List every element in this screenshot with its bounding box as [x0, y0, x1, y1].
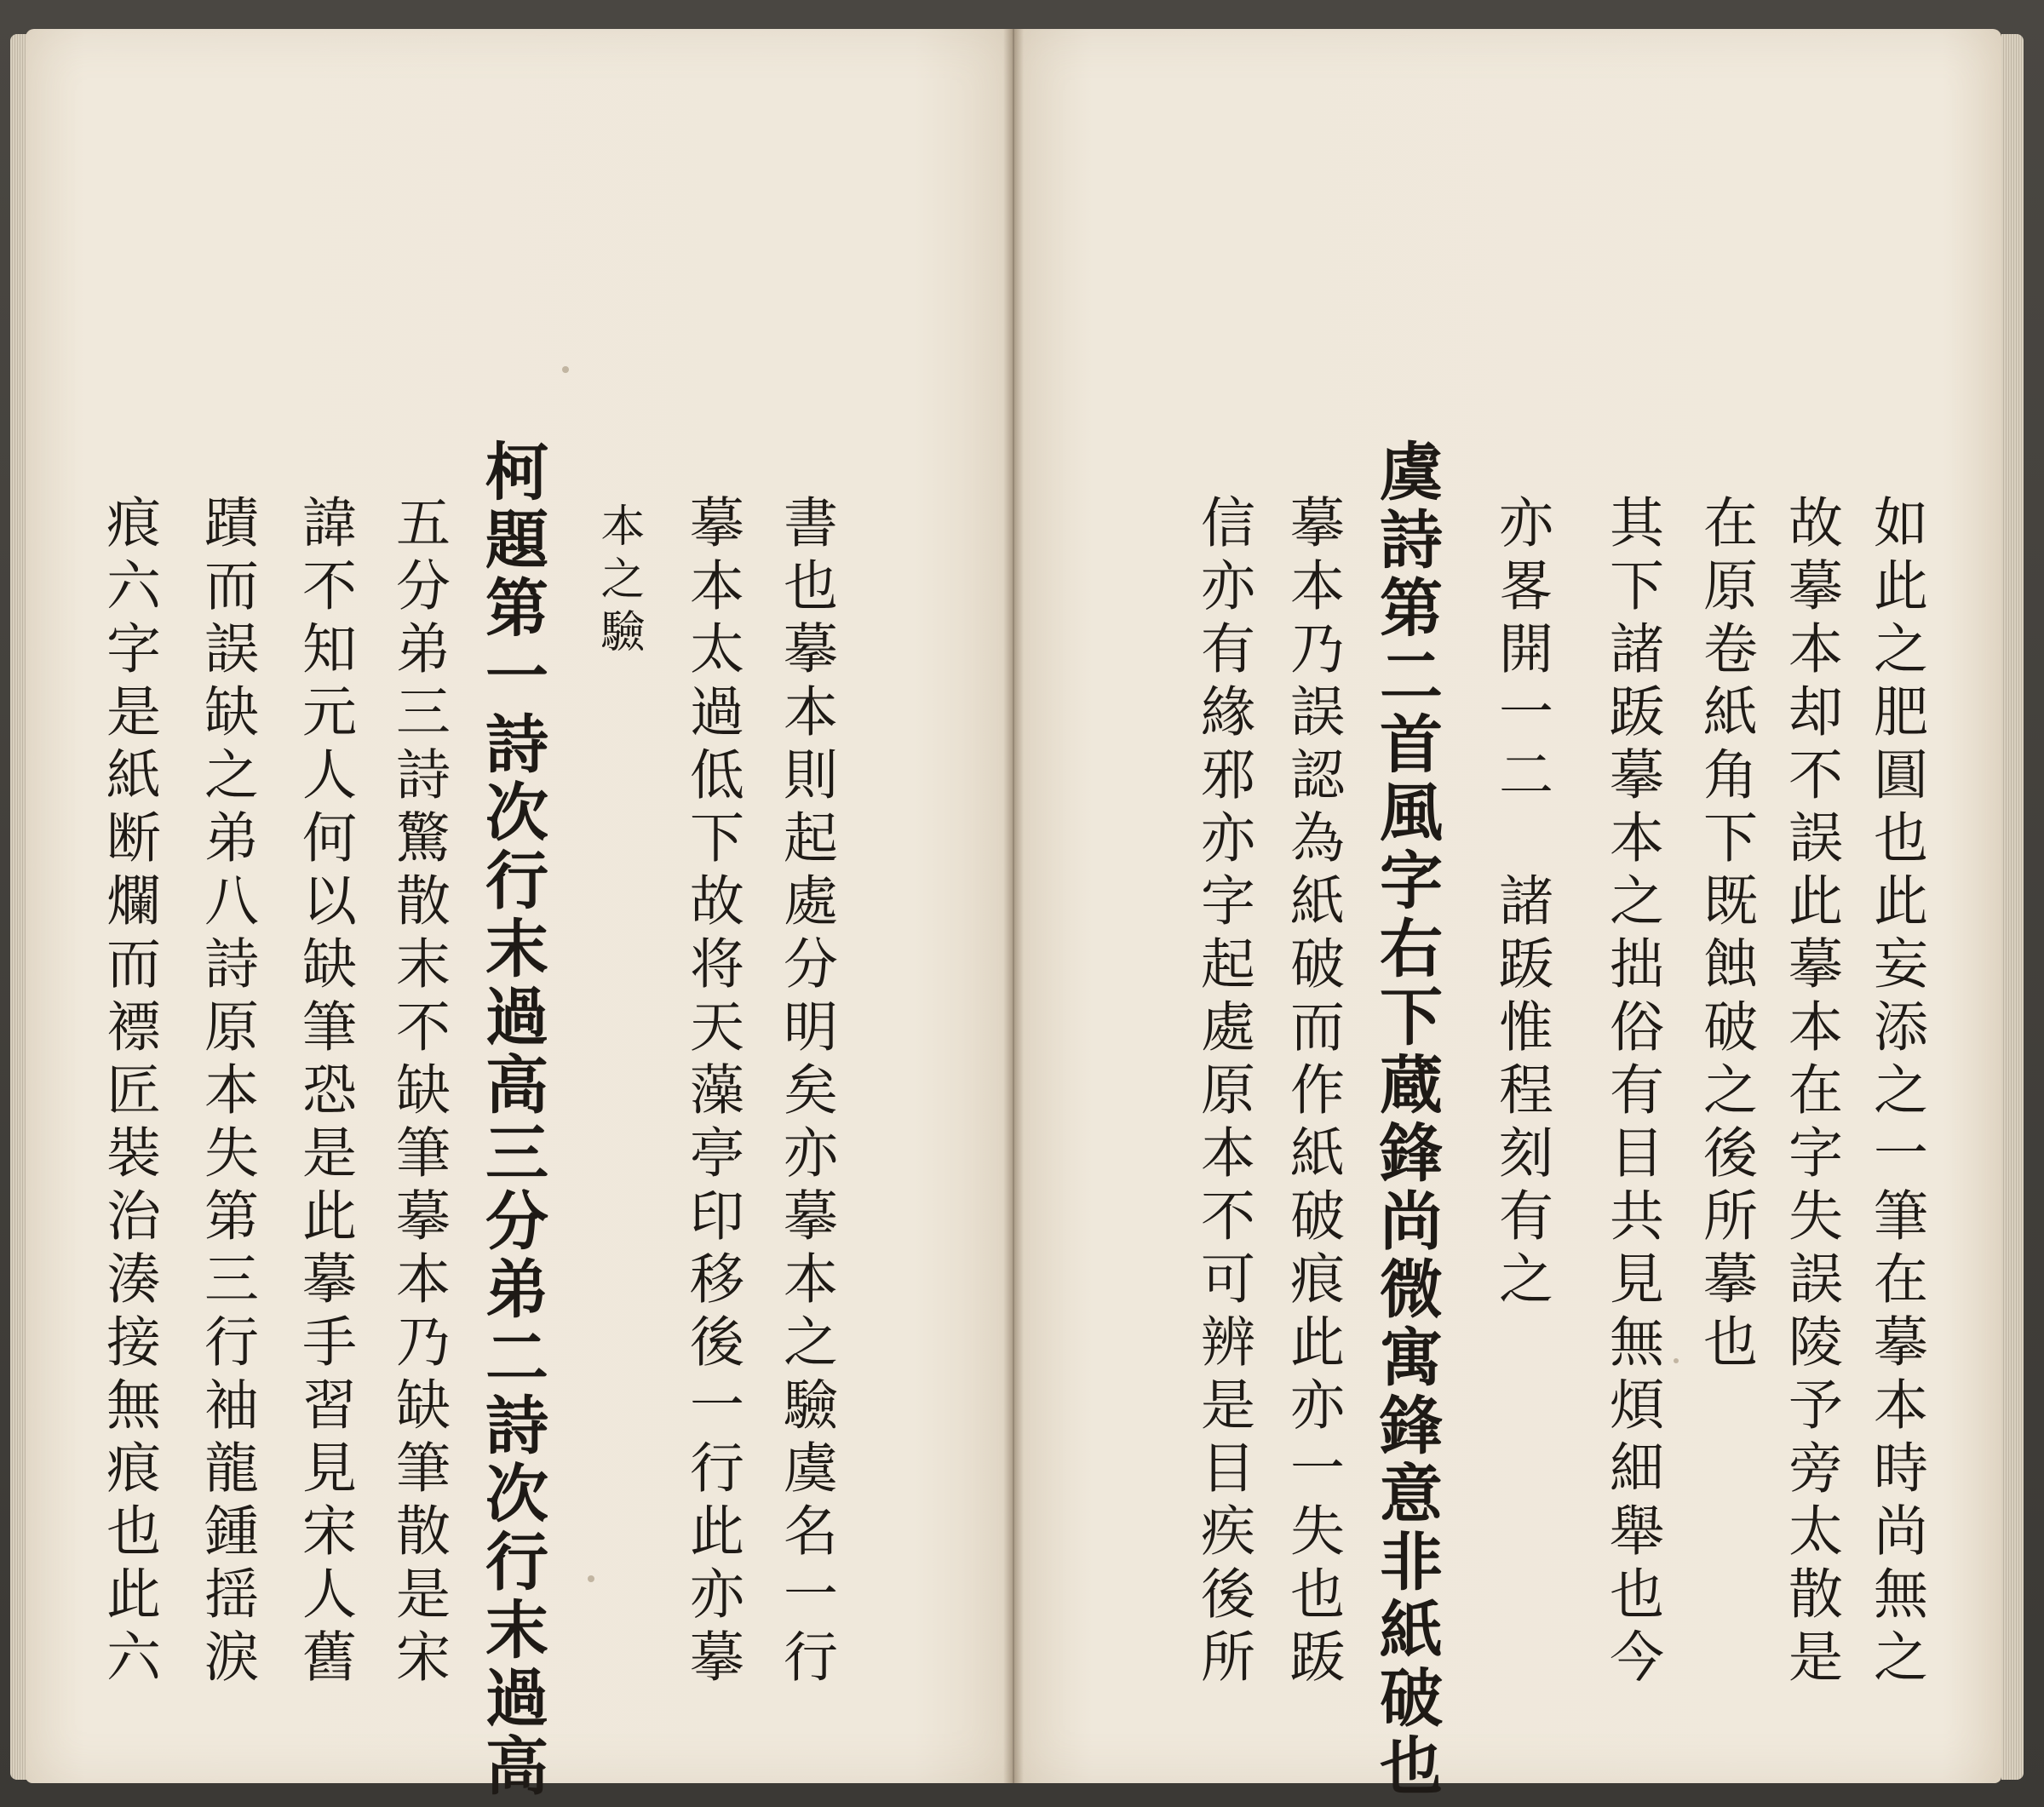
text-column: 故摹本却不誤此摹本在字失誤陵予旁太散是	[1779, 494, 1842, 1691]
text-column: 亦畧開一二 諸䟦惟程刻有之	[1490, 494, 1553, 1313]
text-column: 五分弟三詩驚散末不缺筆摹本乃缺筆散是宋	[387, 494, 450, 1691]
text-column: 在原卷紙角下既蝕破之後所摹也	[1694, 494, 1757, 1376]
paper-speck	[588, 1575, 594, 1582]
paper-speck	[562, 366, 569, 373]
text-column: 信亦有緣邪亦字起處原本不可辨是目疾後所	[1191, 494, 1255, 1691]
text-column: 諱不知元人何以缺筆恐是此摹手習見宋人舊	[293, 494, 356, 1691]
text-column: 書也摹本則起處分明矣亦摹本之驗虞名一行	[774, 494, 837, 1691]
text-column-heading: 柯題第一詩次行末過高三分弟二詩次行末過高	[475, 439, 548, 1801]
text-column: 痕六字是紙断爛而褾匠裝治湊接無痕也此六	[97, 494, 160, 1691]
text-column-heading: 虞詩第二首風字右下蔵鋒尚微寓鋒意非紙破也	[1369, 439, 1443, 1801]
text-column: 本之驗	[593, 502, 644, 661]
text-column: 蹟而誤缺之弟八詩原本失第三行袖龍鍾揺淚	[195, 494, 258, 1691]
left-page-edges	[10, 34, 27, 1780]
right-page-edges	[2001, 34, 2024, 1780]
text-column: 摹本太過低下故将天藻亭印移後一行此亦摹	[680, 494, 744, 1691]
book-gutter	[1003, 29, 1024, 1783]
text-column: 如此之肥圓也此妄添之一筆在摹本時尚無之	[1864, 494, 1927, 1691]
text-column: 其下諸䟦摹本之拙俗有目共見無煩細舉也今	[1600, 494, 1663, 1691]
paper-speck	[1674, 1358, 1679, 1363]
text-column: 摹本乃誤認為紙破而作紙破痕此亦一失也䟦	[1281, 494, 1344, 1691]
